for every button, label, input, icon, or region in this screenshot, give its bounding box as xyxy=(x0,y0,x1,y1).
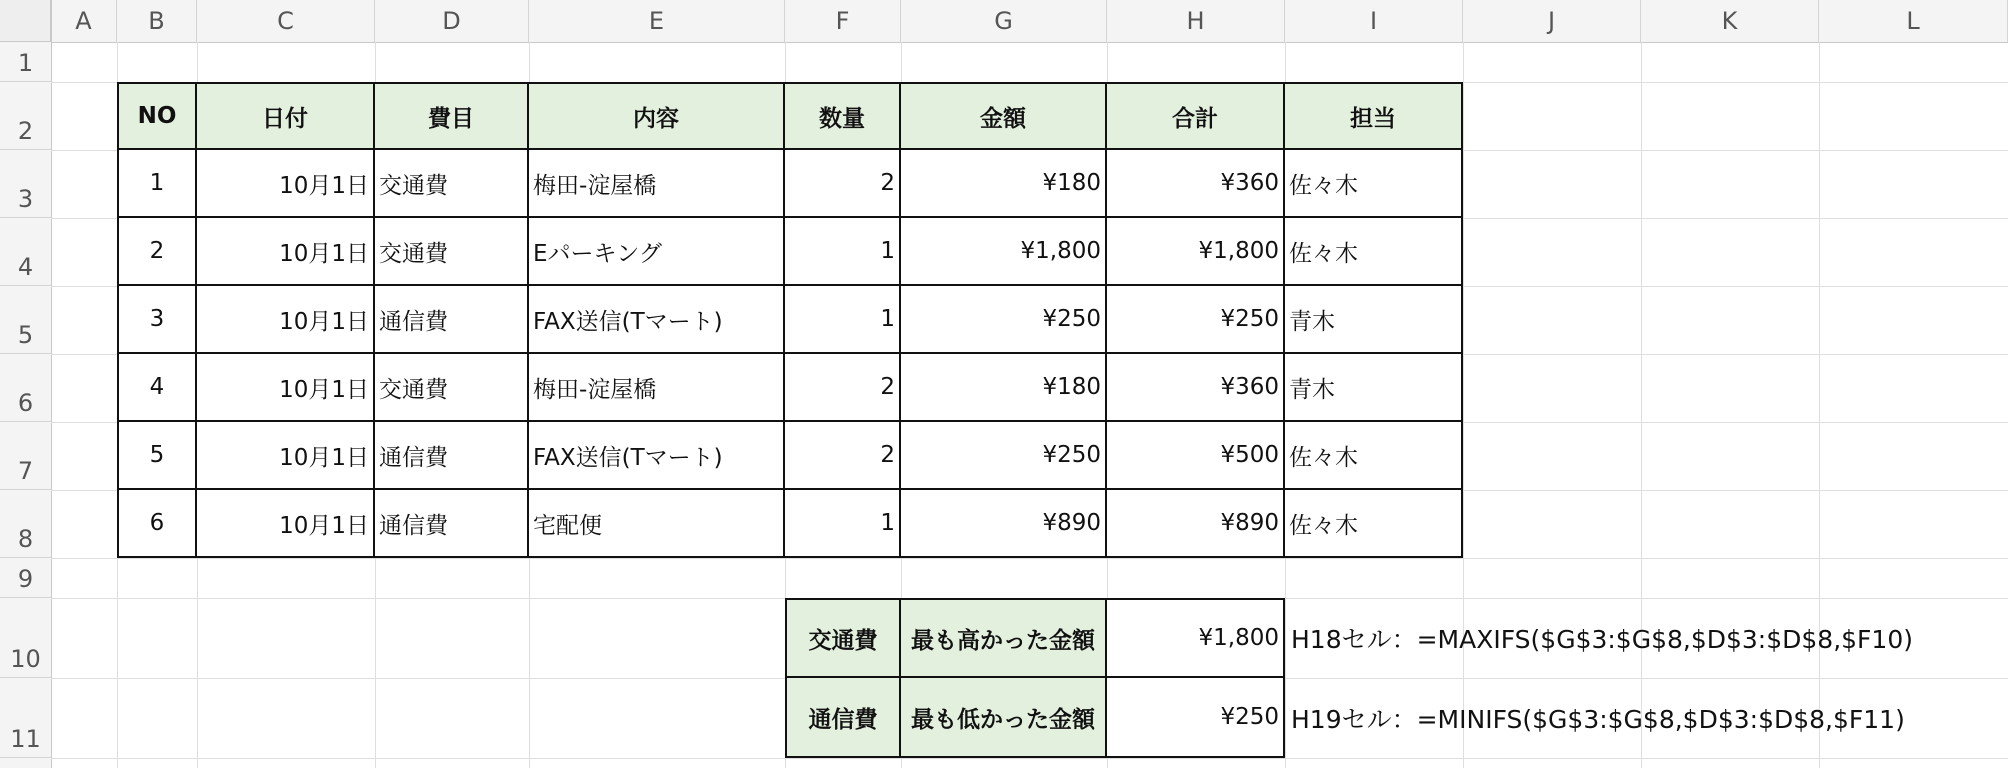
table-cell[interactable]: 4 xyxy=(117,352,197,422)
summary-value-cell[interactable]: ¥250 xyxy=(1105,676,1285,758)
table-cell[interactable]: 10月1日 xyxy=(195,420,375,490)
table-cell[interactable]: FAX送信(Tマート) xyxy=(527,284,785,354)
table-cell[interactable]: 梅田-淀屋橋 xyxy=(527,352,785,422)
table-cell[interactable]: ¥250 xyxy=(899,420,1107,490)
table-header-cell[interactable]: 費目 xyxy=(373,82,529,150)
column-header-d[interactable]: D xyxy=(375,0,529,42)
summary-category-cell[interactable]: 交通費 xyxy=(785,598,901,678)
table-cell[interactable]: ¥1,800 xyxy=(1105,216,1285,286)
summary-label-cell[interactable]: 最も高かった金額 xyxy=(899,598,1107,678)
table-cell[interactable]: Eパーキング xyxy=(527,216,785,286)
row-header-5[interactable]: 5 xyxy=(0,286,51,354)
column-header-k[interactable]: K xyxy=(1641,0,1819,42)
table-header-cell[interactable]: 金額 xyxy=(899,82,1107,150)
table-cell[interactable]: 10月1日 xyxy=(195,216,375,286)
gridline-horizontal xyxy=(51,758,2008,759)
table-cell[interactable]: 通信費 xyxy=(373,488,529,558)
column-header-g[interactable]: G xyxy=(901,0,1107,42)
table-cell[interactable]: 2 xyxy=(783,148,901,218)
table-cell[interactable]: ¥890 xyxy=(899,488,1107,558)
table-cell[interactable]: 青木 xyxy=(1283,284,1463,354)
table-header-cell[interactable]: 担当 xyxy=(1283,82,1463,150)
column-header-h[interactable]: H xyxy=(1107,0,1285,42)
table-cell[interactable]: 佐々木 xyxy=(1283,488,1463,558)
table-cell[interactable]: 梅田-淀屋橋 xyxy=(527,148,785,218)
row-header-12[interactable] xyxy=(0,758,51,768)
table-cell[interactable]: ¥250 xyxy=(899,284,1107,354)
table-header-cell[interactable]: 内容 xyxy=(527,82,785,150)
row-header-6[interactable]: 6 xyxy=(0,354,51,422)
row-header-10[interactable]: 10 xyxy=(0,598,51,678)
table-cell[interactable]: 10月1日 xyxy=(195,148,375,218)
row-header-7[interactable]: 7 xyxy=(0,422,51,490)
table-cell[interactable]: 1 xyxy=(783,488,901,558)
table-cell[interactable]: 佐々木 xyxy=(1283,216,1463,286)
row-header-11[interactable]: 11 xyxy=(0,678,51,758)
summary-label-cell[interactable]: 最も低かった金額 xyxy=(899,676,1107,758)
table-cell[interactable]: 1 xyxy=(783,216,901,286)
table-header-cell[interactable]: 数量 xyxy=(783,82,901,150)
table-cell[interactable]: ¥360 xyxy=(1105,148,1285,218)
table-cell[interactable]: 1 xyxy=(783,284,901,354)
table-cell[interactable]: 1 xyxy=(117,148,197,218)
table-cell[interactable]: 3 xyxy=(117,284,197,354)
column-header-c[interactable]: C xyxy=(197,0,375,42)
table-cell[interactable]: ¥890 xyxy=(1105,488,1285,558)
table-cell[interactable]: FAX送信(Tマート) xyxy=(527,420,785,490)
column-header-b[interactable]: B xyxy=(117,0,197,42)
table-cell[interactable]: 5 xyxy=(117,420,197,490)
row-header-3[interactable]: 3 xyxy=(0,150,51,218)
column-header-l[interactable]: L xyxy=(1819,0,2008,42)
column-header-e[interactable]: E xyxy=(529,0,785,42)
table-cell[interactable]: 通信費 xyxy=(373,420,529,490)
table-cell[interactable]: 6 xyxy=(117,488,197,558)
row-header-4[interactable]: 4 xyxy=(0,218,51,286)
table-cell[interactable]: 交通費 xyxy=(373,148,529,218)
table-header-cell[interactable]: 合計 xyxy=(1105,82,1285,150)
gridline-horizontal xyxy=(51,558,2008,559)
table-cell[interactable]: ¥250 xyxy=(1105,284,1285,354)
table-cell[interactable]: 10月1日 xyxy=(195,284,375,354)
table-cell[interactable]: 2 xyxy=(783,420,901,490)
table-cell[interactable]: 10月1日 xyxy=(195,352,375,422)
table-cell[interactable]: 交通費 xyxy=(373,216,529,286)
formula-note[interactable]: H18セル：=MAXIFS($G$3:$G$8,$D$3:$D$8,$F10) xyxy=(1291,625,1913,654)
row-header-2[interactable]: 2 xyxy=(0,82,51,150)
table-cell[interactable]: ¥180 xyxy=(899,148,1107,218)
column-header-a[interactable]: A xyxy=(51,0,117,42)
table-cell[interactable]: 2 xyxy=(783,352,901,422)
table-cell[interactable]: ¥500 xyxy=(1105,420,1285,490)
column-header-j[interactable]: J xyxy=(1463,0,1641,42)
summary-value-cell[interactable]: ¥1,800 xyxy=(1105,598,1285,678)
row-header-1[interactable]: 1 xyxy=(0,42,51,82)
table-cell[interactable]: 佐々木 xyxy=(1283,148,1463,218)
table-header-cell[interactable]: NO xyxy=(117,82,197,150)
row-header-8[interactable]: 8 xyxy=(0,490,51,558)
table-cell[interactable]: ¥360 xyxy=(1105,352,1285,422)
summary-category-cell[interactable]: 通信費 xyxy=(785,676,901,758)
row-header-9[interactable]: 9 xyxy=(0,558,51,598)
table-cell[interactable]: 交通費 xyxy=(373,352,529,422)
table-cell[interactable]: 10月1日 xyxy=(195,488,375,558)
column-header-f[interactable]: F xyxy=(785,0,901,42)
table-cell[interactable]: 宅配便 xyxy=(527,488,785,558)
table-cell[interactable]: 佐々木 xyxy=(1283,420,1463,490)
table-header-cell[interactable]: 日付 xyxy=(195,82,375,150)
table-cell[interactable]: 2 xyxy=(117,216,197,286)
table-cell[interactable]: 青木 xyxy=(1283,352,1463,422)
formula-note[interactable]: H19セル：=MINIFS($G$3:$G$8,$D$3:$D$8,$F11) xyxy=(1291,705,1905,734)
table-cell[interactable]: 通信費 xyxy=(373,284,529,354)
select-all-corner[interactable] xyxy=(0,0,51,42)
table-cell[interactable]: ¥180 xyxy=(899,352,1107,422)
column-header-i[interactable]: I xyxy=(1285,0,1463,42)
table-cell[interactable]: ¥1,800 xyxy=(899,216,1107,286)
